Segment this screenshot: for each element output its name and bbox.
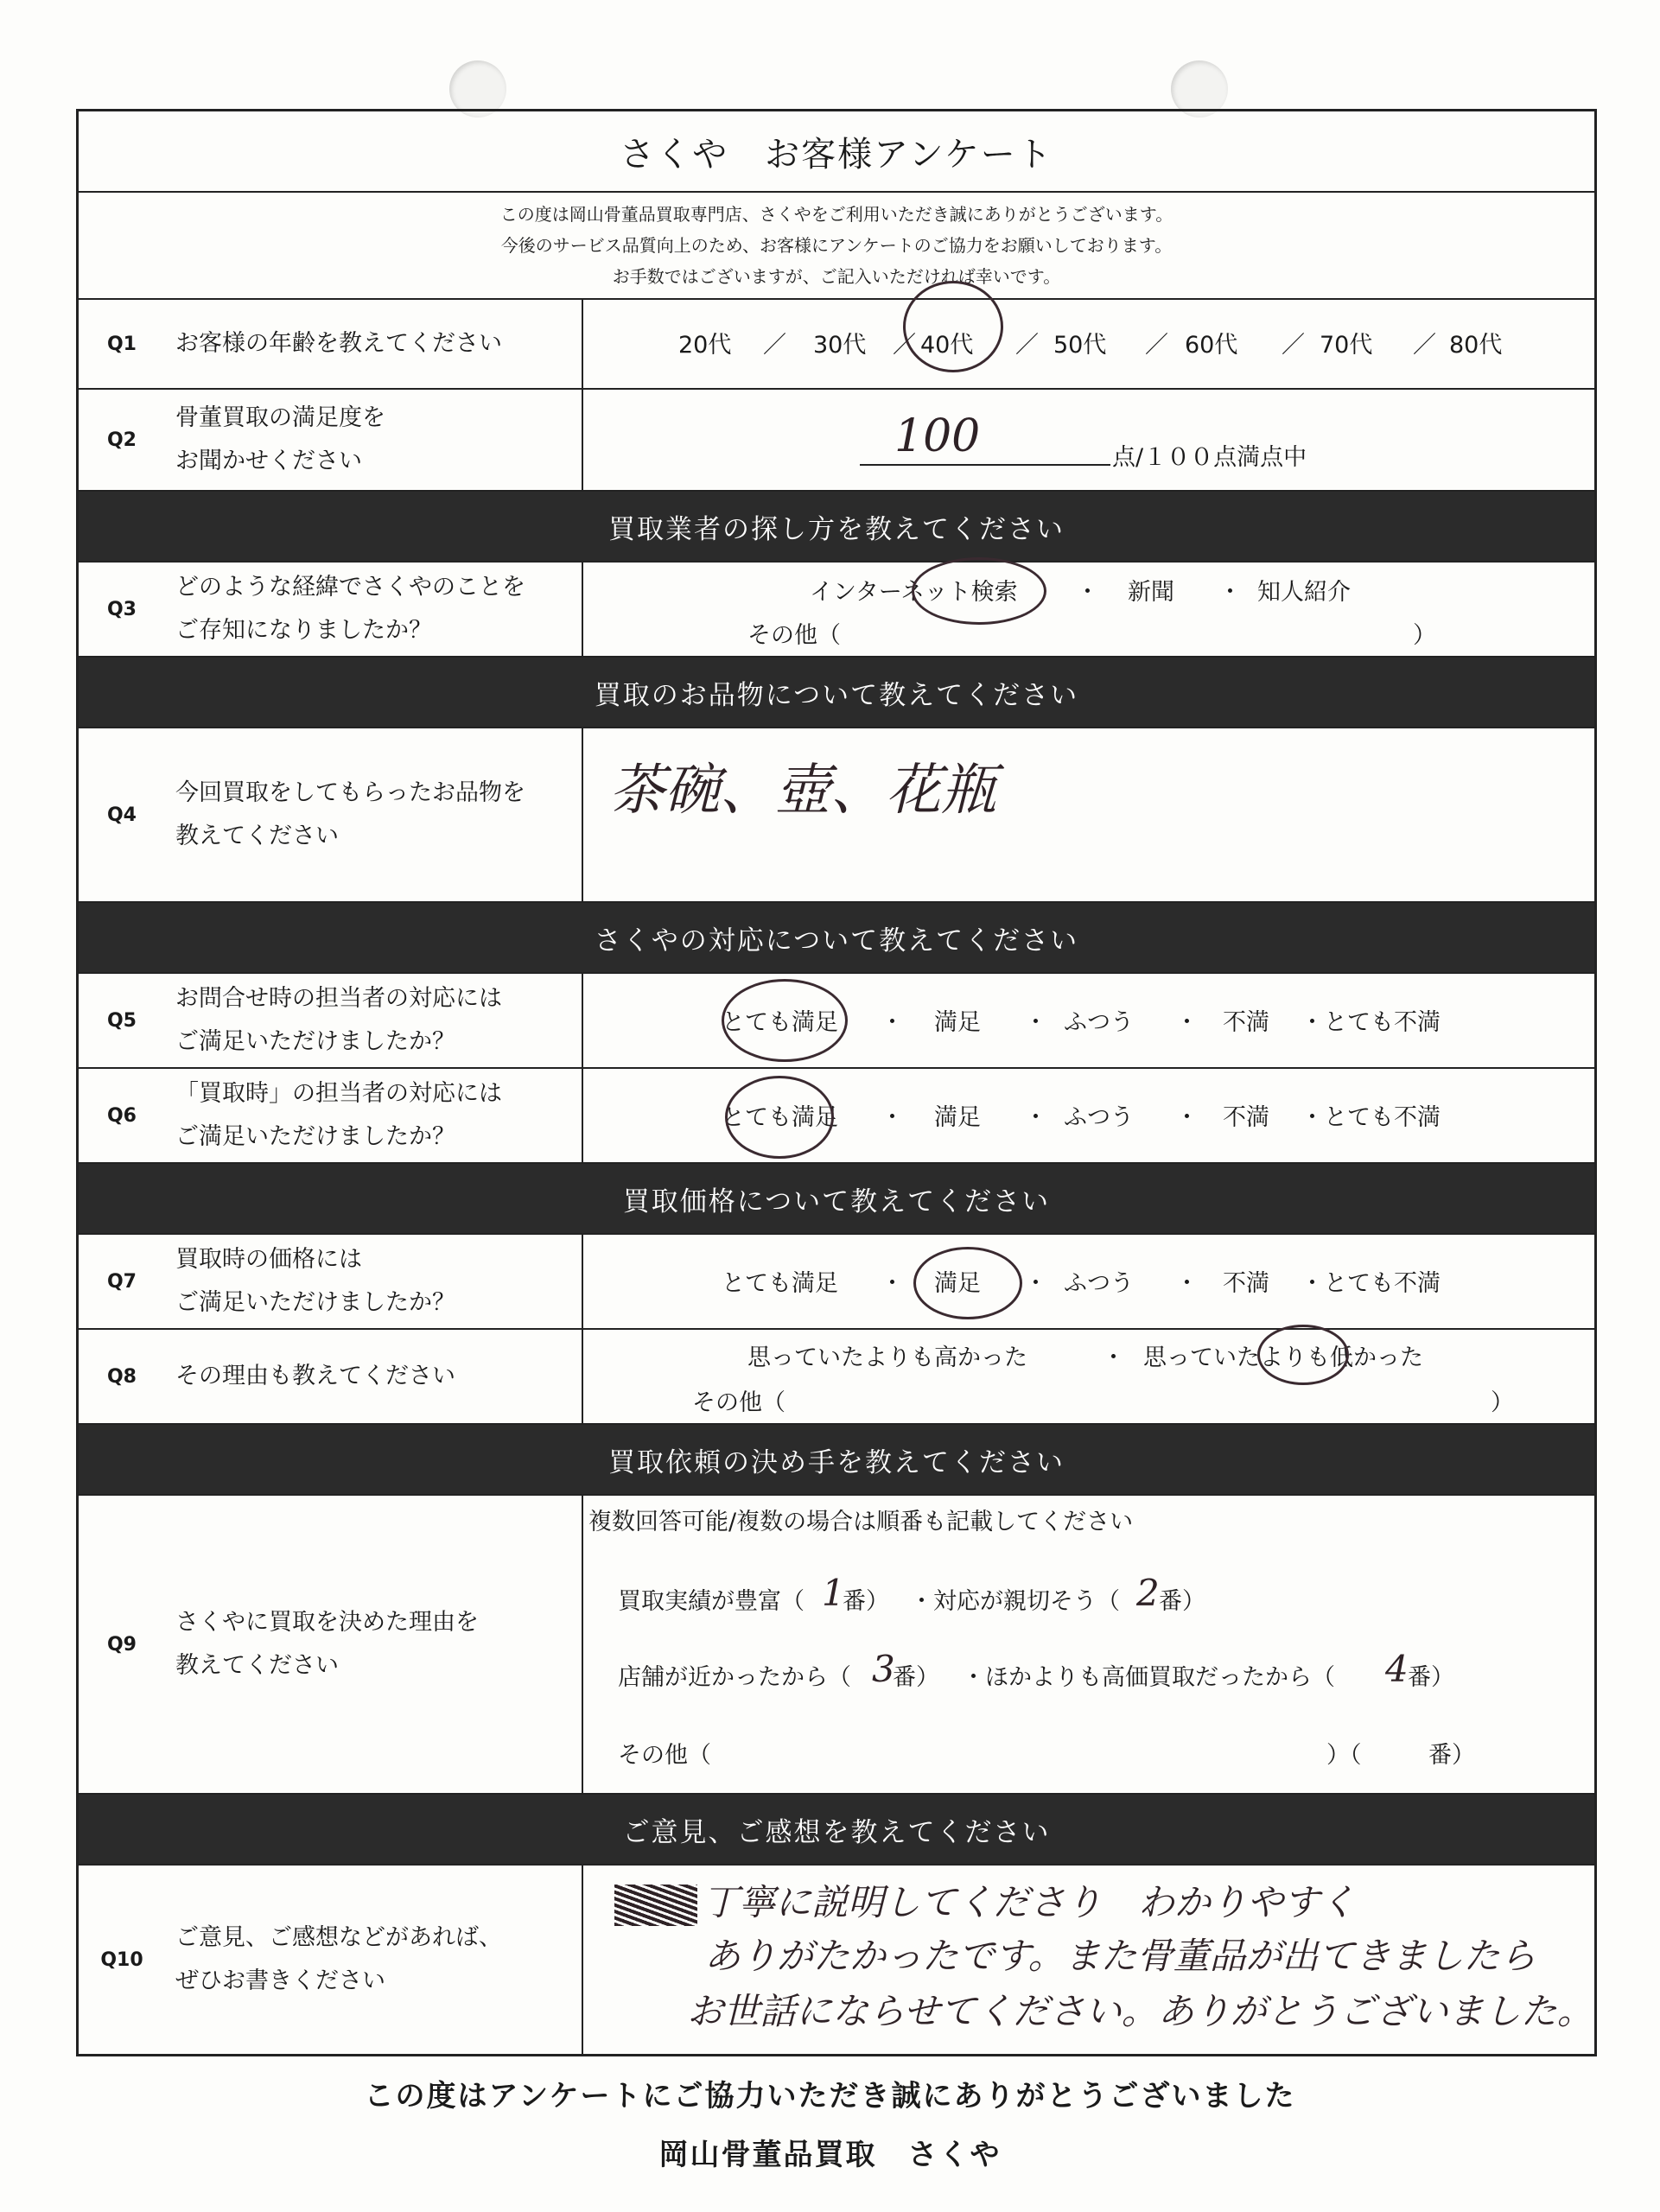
- separator: ・: [1024, 1009, 1047, 1036]
- option-neutral[interactable]: ふつう: [1064, 1009, 1134, 1036]
- separator: ／: [893, 332, 916, 359]
- option-40s[interactable]: 40代: [920, 332, 974, 359]
- question-label: ご存知になりましたか？: [175, 617, 432, 644]
- answer-area-q7: [583, 1235, 1594, 1328]
- question-text: [165, 974, 583, 1067]
- rank-close: 番）: [1159, 1588, 1205, 1615]
- items-handwritten[interactable]: 茶碗、壺、花瓶: [609, 759, 996, 823]
- section-band-search: 買取業者の探し方を教えてください: [79, 492, 1594, 563]
- rank-handwritten[interactable]: 2: [1136, 1572, 1160, 1614]
- question-number: Q3: [106, 598, 137, 620]
- comment-line-3[interactable]: お世話にならせてください。ありがとうございました。: [687, 1990, 1593, 2032]
- option-dissatisfied[interactable]: 不満: [1223, 1270, 1269, 1297]
- question-text: [165, 1866, 583, 2054]
- option-lower[interactable]: 思っていたよりも低かった: [1143, 1344, 1423, 1371]
- question-text: [165, 300, 583, 388]
- option-30s[interactable]: 30代: [813, 332, 867, 359]
- option-80s[interactable]: 80代: [1449, 332, 1503, 359]
- other-close: ）（: [1326, 1742, 1362, 1769]
- option-higher[interactable]: 思っていたよりも高かった: [747, 1344, 1027, 1371]
- option-satisfied[interactable]: 満足: [934, 1104, 981, 1131]
- option-very-dissatisfied[interactable]: ・とても不満: [1301, 1104, 1441, 1131]
- question-row-q6: [79, 1069, 1594, 1164]
- answer-area-q1: [583, 300, 1594, 388]
- score-suffix: 点/１００点満点中: [1112, 444, 1307, 471]
- question-label: お聞かせください: [175, 448, 362, 474]
- question-number: Q7: [106, 1270, 137, 1293]
- question-text: [165, 390, 583, 490]
- option-dissatisfied[interactable]: 不満: [1223, 1104, 1269, 1131]
- question-label: ぜひお書きください: [175, 1967, 385, 1994]
- question-row-q9: [79, 1496, 1594, 1795]
- separator: ／: [1145, 332, 1168, 359]
- question-row-q2: [79, 390, 1594, 492]
- separator: ／: [1015, 332, 1039, 359]
- separator: ・: [1175, 1104, 1199, 1131]
- answer-area-q3: [583, 563, 1594, 656]
- separator: ・: [881, 1009, 904, 1036]
- question-number: Q1: [106, 333, 137, 355]
- separator: ・: [881, 1104, 904, 1131]
- question-text: [165, 728, 583, 901]
- question-row-q8: [79, 1330, 1594, 1425]
- instruction-text: 複数回答可能/複数の場合は順番も記載してください: [588, 1509, 1134, 1535]
- selected-circle: [912, 557, 1046, 625]
- comment-line-1[interactable]: 丁寧に説明してくださり わかりやすく: [703, 1881, 1357, 1923]
- answer-area-q4: [583, 728, 1594, 901]
- section-band-comments: ご意見、ご感想を教えてください: [79, 1795, 1594, 1866]
- separator: ／: [1413, 332, 1436, 359]
- question-text: [165, 563, 583, 656]
- answer-area-q9: [583, 1496, 1594, 1793]
- option-very-satisfied[interactable]: とても満足: [722, 1009, 838, 1036]
- intro-line: この度は岡山骨董品買取専門店、さくやをご利用いただき誠にありがとうございます。: [499, 204, 1173, 225]
- rank-close: 番）: [1408, 1664, 1454, 1691]
- question-label: 買取時の価格には: [175, 1246, 362, 1273]
- question-label: ご満足いただけましたか？: [175, 1123, 455, 1150]
- option-very-dissatisfied[interactable]: ・とても不満: [1301, 1009, 1441, 1036]
- option-neutral[interactable]: ふつう: [1064, 1104, 1134, 1131]
- question-row-q4: [79, 728, 1594, 903]
- option-internet[interactable]: インターネット検索: [810, 579, 1018, 606]
- footer-shop-name: 岡山骨董品買取 さくや: [658, 2138, 1002, 2172]
- question-label: お問合せ時の担当者の対応には: [175, 985, 502, 1012]
- other-close: ）: [1413, 622, 1436, 649]
- selected-circle: [913, 1247, 1022, 1319]
- intro-text: [79, 193, 1594, 300]
- option-very-satisfied[interactable]: とても満足: [722, 1104, 838, 1131]
- question-row-q7: [79, 1235, 1594, 1330]
- reason-high-price: ・ほかよりも高価買取だったから（: [962, 1664, 1335, 1691]
- question-number: Q9: [106, 1633, 137, 1656]
- score-handwritten[interactable]: 100: [894, 410, 981, 462]
- question-label: どのような経緯でさくやのことを: [175, 574, 525, 601]
- section-band-items: 買取のお品物について教えてください: [79, 658, 1594, 728]
- question-number: Q6: [106, 1104, 137, 1127]
- answer-area-q6: [583, 1069, 1594, 1162]
- selected-circle: [903, 281, 1003, 372]
- question-text: [165, 1069, 583, 1162]
- reason-kind-service: ・対応が親切そう（: [910, 1588, 1120, 1615]
- question-label: 教えてください: [175, 823, 339, 849]
- question-text: [165, 1496, 583, 1793]
- separator: ・: [1175, 1009, 1199, 1036]
- option-newspaper[interactable]: 新聞: [1128, 579, 1174, 606]
- other-rank-close: 番）: [1428, 1742, 1475, 1769]
- reason-track-record: 買取実績が豊富（: [618, 1588, 805, 1615]
- separator: ・: [1218, 579, 1242, 606]
- separator: ・: [1102, 1344, 1125, 1371]
- separator: ・: [1024, 1104, 1047, 1131]
- rank-close: 番）: [893, 1664, 939, 1691]
- rank-handwritten[interactable]: 3: [872, 1648, 895, 1690]
- intro-line: 今後のサービス品質向上のため、お客様にアンケートのご協力をお願いしております。: [500, 235, 1173, 256]
- question-text: [165, 1330, 583, 1423]
- question-number: Q4: [106, 804, 137, 826]
- intro-line: お手数ではございますが、ご記入いただければ幸いです。: [612, 266, 1061, 287]
- section-band-reason: 買取依頼の決め手を教えてください: [79, 1425, 1594, 1496]
- question-number: Q10: [100, 1948, 143, 1971]
- selected-circle: [725, 1076, 834, 1159]
- footer-thanks: この度はアンケートにご協力いただき誠にありがとうございました: [364, 2079, 1296, 2113]
- question-number: Q5: [106, 1009, 137, 1032]
- question-label: お客様の年齢を教えてください: [175, 330, 502, 357]
- rank-handwritten[interactable]: 1: [822, 1572, 845, 1614]
- question-number: Q2: [106, 429, 137, 451]
- separator: ・: [881, 1270, 904, 1297]
- selected-circle: [722, 979, 848, 1062]
- question-label: 今回買取をしてもらったお品物を: [175, 779, 525, 806]
- score-line: [860, 464, 1110, 466]
- question-label: 骨董買取の満足度を: [175, 404, 385, 431]
- rank-close: 番）: [843, 1588, 889, 1615]
- question-label: さくやに買取を決めた理由を: [175, 1609, 479, 1636]
- question-text: [165, 1235, 583, 1328]
- survey-form: [76, 109, 1597, 2056]
- question-row-q5: [79, 974, 1594, 1069]
- question-label: ご満足いただけましたか？: [175, 1028, 455, 1055]
- section-band-service: さくやの対応について教えてください: [79, 903, 1594, 974]
- option-friend[interactable]: 知人紹介: [1257, 579, 1351, 606]
- question-row-q10: [79, 1866, 1594, 2054]
- crossed-out-scribble: [614, 1885, 697, 1926]
- reason-nearby: 店舗が近かったから（: [618, 1664, 851, 1691]
- other-close: ）: [1491, 1389, 1514, 1416]
- option-satisfied[interactable]: 満足: [934, 1270, 981, 1297]
- separator: ／: [1282, 332, 1305, 359]
- question-label: ご意見、ご感想などがあれば、: [175, 1924, 502, 1951]
- separator: ・: [1076, 579, 1099, 606]
- separator: ／: [763, 332, 786, 359]
- option-very-satisfied[interactable]: とても満足: [722, 1270, 838, 1297]
- other-label: その他（: [747, 622, 841, 649]
- comment-line-2[interactable]: ありがたかったです。また骨董品が出てきましたら: [704, 1935, 1536, 1977]
- survey-title: さくや お客様アンケート: [79, 111, 1594, 193]
- answer-area-q10: [583, 1866, 1594, 2054]
- question-number: Q8: [106, 1365, 137, 1388]
- answer-area-q5: [583, 974, 1594, 1067]
- option-very-dissatisfied[interactable]: ・とても不満: [1301, 1270, 1441, 1297]
- question-label: ご満足いただけましたか？: [175, 1289, 455, 1316]
- other-label: その他（: [618, 1742, 711, 1769]
- rank-handwritten[interactable]: 4: [1385, 1648, 1409, 1690]
- selected-circle: [1257, 1325, 1349, 1385]
- other-label: その他（: [692, 1389, 785, 1416]
- option-neutral[interactable]: ふつう: [1064, 1270, 1134, 1297]
- option-50s[interactable]: 50代: [1053, 332, 1107, 359]
- separator: ・: [1175, 1270, 1199, 1297]
- option-60s[interactable]: 60代: [1185, 332, 1238, 359]
- answer-area-q2: [583, 390, 1594, 490]
- section-band-price: 買取価格について教えてください: [79, 1164, 1594, 1235]
- question-label: 「買取時」の担当者の対応には: [175, 1080, 502, 1107]
- answer-area-q8: [583, 1330, 1594, 1423]
- question-row-q3: [79, 563, 1594, 658]
- option-20s[interactable]: 20代: [678, 332, 732, 359]
- question-label: その理由も教えてください: [175, 1363, 455, 1389]
- question-row-q1: [79, 300, 1594, 390]
- option-dissatisfied[interactable]: 不満: [1223, 1009, 1269, 1036]
- option-satisfied[interactable]: 満足: [934, 1009, 981, 1036]
- option-70s[interactable]: 70代: [1320, 332, 1373, 359]
- separator: ・: [1024, 1270, 1047, 1297]
- question-label: 教えてください: [175, 1652, 339, 1679]
